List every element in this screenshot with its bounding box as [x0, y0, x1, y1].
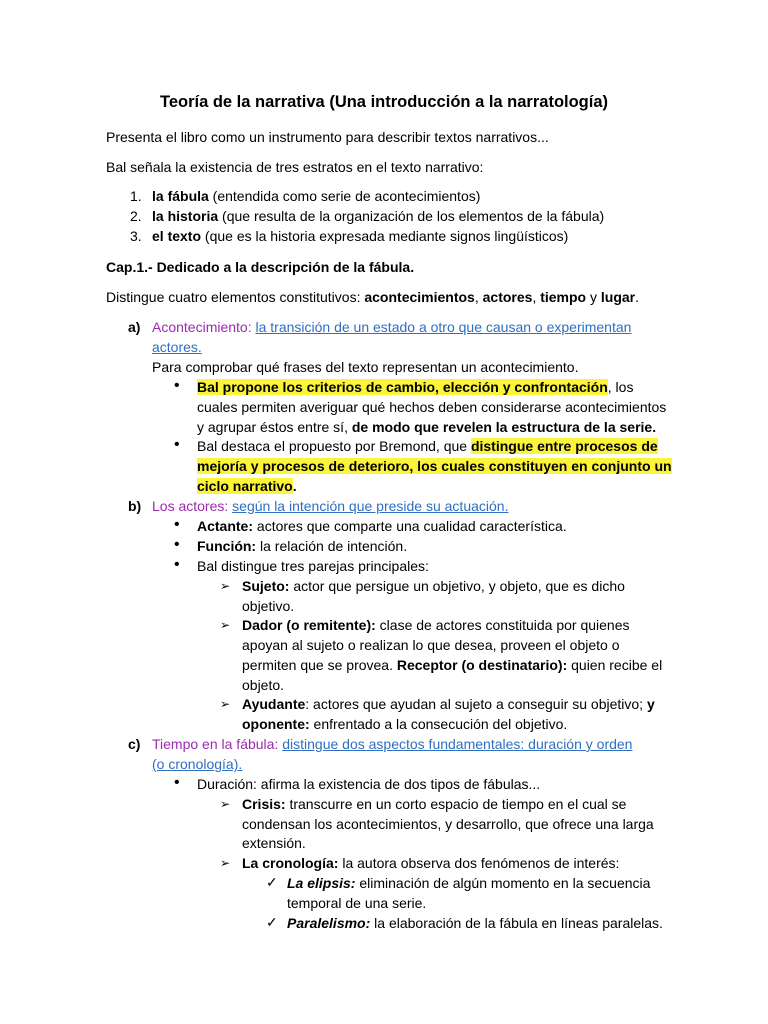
bullet-text: Duración: afirma la existencia de dos tipos de fábulas...	[197, 776, 541, 792]
bullet-text: mejoría y procesos de deterioro, los cuales constituyen en conjunto un	[197, 458, 672, 474]
arrow-bullet-icon: ➢	[220, 797, 231, 811]
arrow-bullet-icon: ➢	[220, 618, 231, 632]
sub-sub-bullet-text: Paralelismo: la elaboración de la fábula en líneas paralelas.	[287, 915, 663, 931]
definition-link[interactable]: (o cronología).	[152, 756, 243, 772]
bullet-icon: •	[174, 377, 180, 394]
checkmark-icon: ✓	[266, 874, 278, 890]
bullet-icon: •	[174, 536, 180, 553]
sub-bullet-text: condensan los acontecimientos, y desarrollo, que ofrece una larga	[242, 816, 654, 832]
section-marker: a)	[128, 319, 141, 335]
checkmark-icon: ✓	[266, 914, 278, 930]
chapter-heading: Cap.1.- Dedicado a la descripción de la fábula.	[106, 259, 415, 275]
sub-bullet-text: apoyan al sujeto o realizan lo que desea, proveen el objeto o	[242, 637, 620, 653]
sub-bullet-text: Sujeto: actor que persigue un objetivo, y objeto, que es dicho	[242, 578, 625, 594]
sub-bullet-text: extensión.	[242, 835, 306, 851]
bullet-text: Bal propone los criterios de cambio, elección y confrontación, los	[197, 379, 634, 395]
section-b-heading: Los actores: según la intención que preside su actuación.	[152, 498, 509, 514]
bullet-text: Actante: actores que comparte una cualidad característica.	[197, 518, 567, 534]
sub-bullet-text: Dador (o remitente): clase de actores constituida por quienes	[242, 617, 630, 633]
bullet-text: cuales permiten averiguar qué hechos deben considerarse acontecimientos	[197, 399, 667, 415]
sub-sub-bullet-text: temporal de una serie.	[287, 895, 427, 911]
section-c-heading: Tiempo en la fábula: distingue dos aspectos fundamentales: duración y orden	[152, 736, 633, 752]
bullet-text: y agrupar éstos entre sí, de modo que revelen la estructura de la serie.	[197, 419, 657, 435]
bullet-text: ciclo narrativo.	[197, 478, 297, 494]
bullet-icon: •	[174, 516, 180, 533]
definition-link[interactable]: la transición de un estado a otro que causan o experimentan	[255, 319, 632, 335]
list-number: 3.	[130, 228, 142, 244]
section-marker: b)	[128, 498, 142, 514]
sub-bullet-text: Ayudante: actores que ayudan al sujeto a conseguir su objetivo; y	[242, 696, 655, 712]
section-c-heading-cont	[152, 754, 242, 774]
section-a-heading: Acontecimiento: la transición de un estado a otro que causan o experimentan	[152, 319, 632, 335]
bullet-text: Bal destaca el propuesto por Bremond, que distingue entre procesos de	[197, 438, 658, 454]
sub-bullet-text: oponente: enfrentado a la consecución del objetivo.	[242, 716, 568, 732]
elements-paragraph: Distingue cuatro elementos constitutivos: acontecimientos, actores, tiempo y lugar.	[106, 289, 640, 305]
definition-link[interactable]: distingue dos aspectos fundamentales: duración y orden	[282, 736, 633, 752]
sub-bullet-text: permiten que se provea. Receptor (o destinatario): quien recibe el	[242, 657, 663, 673]
bullet-text: Bal distingue tres parejas principales:	[197, 558, 429, 574]
section-a-heading-cont	[152, 337, 202, 357]
sub-bullet-text: Crisis: transcurre en un corto espacio de tiempo en el cual se	[242, 796, 627, 812]
bullet-icon: •	[174, 436, 180, 453]
definition-link[interactable]: actores.	[152, 339, 202, 355]
bullet-text: Función: la relación de intención.	[197, 538, 408, 554]
bullet-icon: •	[174, 774, 180, 791]
sub-bullet-text: La cronología: la autora observa dos fenómenos de interés:	[242, 855, 620, 871]
list-item: la historia (que resulta de la organización de los elementos de la fábula)	[152, 208, 605, 224]
sub-sub-bullet-text: La elipsis: eliminación de algún momento en la secuencia	[287, 875, 651, 891]
arrow-bullet-icon: ➢	[220, 856, 231, 870]
strata-intro: Bal señala la existencia de tres estratos en el texto narrativo:	[106, 159, 484, 175]
arrow-bullet-icon: ➢	[220, 697, 231, 711]
list-item: el texto (que es la historia expresada mediante signos lingüísticos)	[152, 228, 569, 244]
list-number: 2.	[130, 208, 142, 224]
section-marker: c)	[128, 736, 141, 752]
bullet-icon: •	[174, 556, 180, 573]
section-a-text: Para comprobar qué frases del texto representan un acontecimiento.	[152, 359, 579, 375]
sub-bullet-text: objetivo.	[242, 598, 295, 614]
list-item: la fábula (entendida como serie de acontecimientos)	[152, 188, 481, 204]
list-number: 1.	[130, 188, 142, 204]
intro-paragraph: Presenta el libro como un instrumento para describir textos narrativos...	[106, 129, 549, 145]
definition-link[interactable]: según la intención que preside su actuación.	[232, 498, 509, 514]
document-title: Teoría de la narrativa (Una introducción a la narratología)	[159, 93, 609, 111]
arrow-bullet-icon: ➢	[220, 579, 231, 593]
sub-bullet-text: objeto.	[242, 677, 285, 693]
